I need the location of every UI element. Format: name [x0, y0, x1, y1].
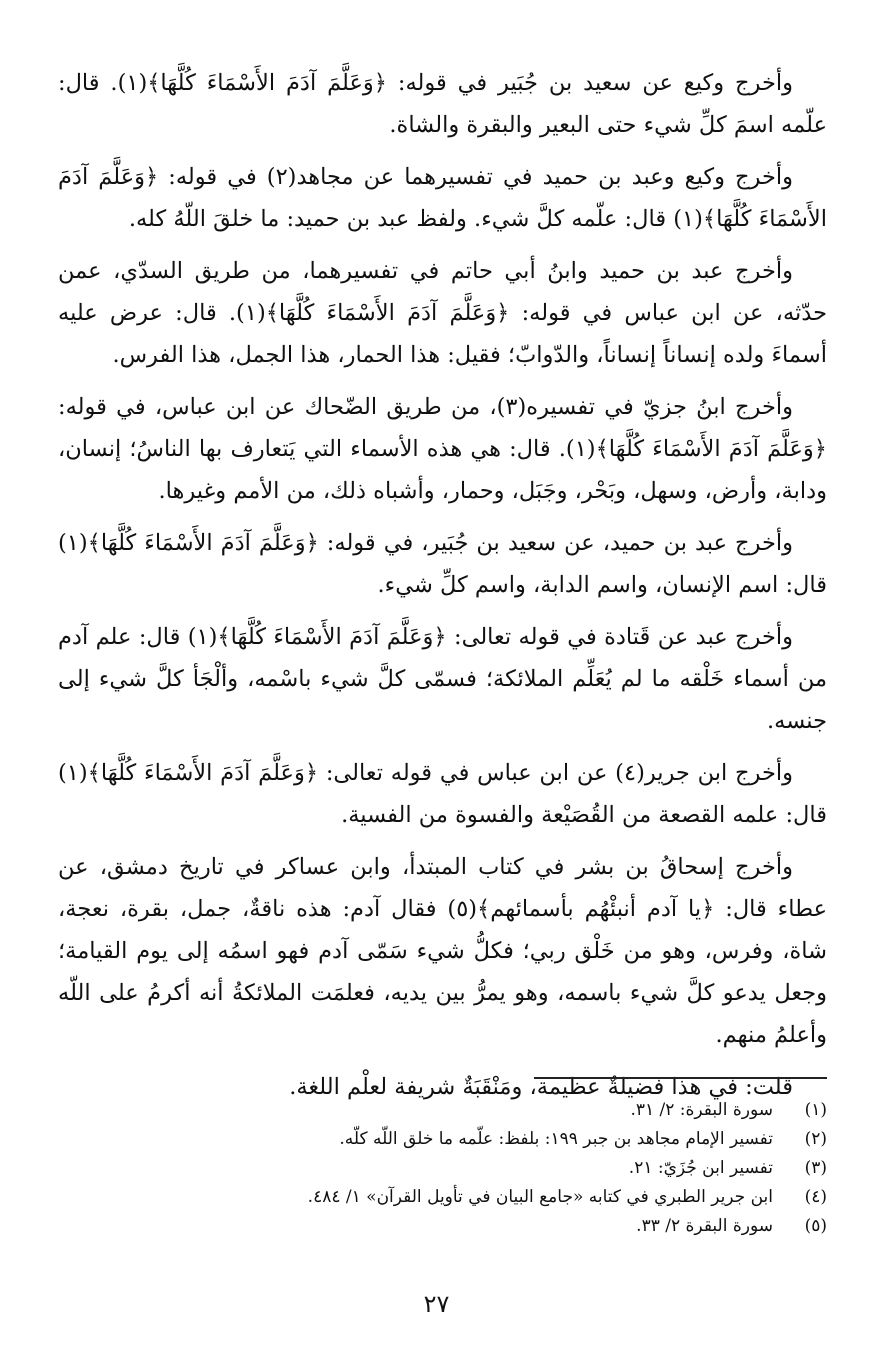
footnotes — [58, 1096, 827, 1241]
paragraph-4: وأخرج ابنُ جزيّ في تفسيره(٣)، من طريق الضّحاك عن ابن عباس، في قوله: ﴿وَعَلَّمَ آدَمَ الأَسْمَاءَ كُلَّهَا﴾(١). قال: هي هذه الأسماء التي يَتعارف بها الناسُ؛ إنسان، ودابة، وأرض، وسهل، وبَحْر، وجَبَل، وحمار، وأشباه ذلك، من الأمم وغيرها. — [58, 394, 827, 504]
page-number: ٢٧ — [423, 1290, 450, 1318]
footnote-5 — [58, 1212, 827, 1241]
paragraph-3: وأخرج عبد بن حميد وابنُ أبي حاتم في تفسيرهما، من طريق السدّي، عمن حدّثه، عن ابن عباس في قوله: ﴿وَعَلَّمَ آدَمَ الأَسْمَاءَ كُلَّهَا﴾(١). قال: عرض عليه أسماءَ ولده إنساناً إنساناً، والدّوابّ؛ فقيل: هذا الحمار، هذا الجمل، هذا الفرس. — [58, 258, 827, 368]
paragraph-8: وأخرج إسحاقُ بن بشر في كتاب المبتدأ، وابن عساكر في تاريخ دمشق، عن عطاء قال: ﴿يا آدم أنبئْهُم بأسمائهم﴾(٥) فقال آدم: هذه ناقةٌ، جمل، بقرة، نعجة، شاة، وفرس، وهو من خَلْق ربي؛ فكلُّ شيء سَمّى آدم فهو اسمُه إلى يوم القيامة؛ وجعل يدعو كلَّ شيء باسمه، وهو يمرُّ بين يديه، فعلمَت الملائكةُ أنه أكرمُ على اللّه وأعلمُ منهم. — [58, 854, 827, 1048]
footnote-text: ابن جرير الطبري في كتابه «جامع البيان في تأويل القرآن» ١/ ٤٨٤. — [307, 1187, 773, 1207]
main-text — [58, 62, 827, 1118]
footnote-number: (٢) — [804, 1129, 827, 1149]
paragraph-5: وأخرج عبد بن حميد، عن سعيد بن جُبَير، في قوله: ﴿وَعَلَّمَ آدَمَ الأَسْمَاءَ كُلَّهَا﴾(١) قال: اسم الإنسان، واسم الدابة، واسم كلِّ شيء. — [58, 530, 827, 598]
footnote-4 — [58, 1183, 827, 1212]
footnote-divider — [534, 1077, 827, 1079]
paragraph-7: وأخرج ابن جرير(٤) عن ابن عباس في قوله تعالى: ﴿وَعَلَّمَ آدَمَ الأَسْمَاءَ كُلَّهَا﴾(١) قال: علمه القصعة من القُصَيْعة والفسوة من الفسية. — [58, 760, 827, 828]
footnote-number: (٤) — [804, 1187, 827, 1207]
paragraph-2: وأخرج وكيع وعبد بن حميد في تفسيرهما عن مجاهد(٢) في قوله: ﴿وَعَلَّمَ آدَمَ الأَسْمَاءَ كُلَّهَا﴾(١) قال: علّمه كلَّ شيء. ولفظ عبد بن حميد: ما خلقَ اللّهُ كله. — [58, 164, 827, 232]
paragraph-1: وأخرج وكيع عن سعيد بن جُبَير في قوله: ﴿وَعَلَّمَ آدَمَ الأَسْمَاءَ كُلَّهَا﴾(١). قال: علّمه اسمَ كلِّ شيء حتى البعير والبقرة والشاة. — [58, 70, 827, 138]
paragraph-9: قلت: في هذا فضيلةٌ عظيمة، ومَنْقَبَةٌ شريفة لعلْم اللغة. — [289, 1074, 793, 1100]
footnote-text: تفسير الإمام مجاهد بن جبر ١٩٩: بلفظ: علّمه ما خلق اللّه كلّه. — [339, 1129, 773, 1149]
footnote-text: سورة البقرة ٢/ ٣٣. — [636, 1216, 773, 1236]
footnote-number: (٣) — [804, 1158, 827, 1178]
footnote-3 — [58, 1154, 827, 1183]
footnote-text: سورة البقرة: ٢/ ٣١. — [630, 1100, 773, 1120]
footnote-number: (١) — [804, 1100, 827, 1120]
footnote-text: تفسير ابن جُزَيّ: ٢١. — [628, 1158, 773, 1178]
footnote-1 — [58, 1096, 827, 1125]
paragraph-6: وأخرج عبد عن قَتادة في قوله تعالى: ﴿وَعَلَّمَ آدَمَ الأَسْمَاءَ كُلَّهَا﴾(١) قال: علم آدم من أسماء خَلْقه ما لم يُعَلِّم الملائكة؛ فسمّى كلَّ شيء باسْمه، وألْجَأ كلَّ شيء إلى جنسه. — [58, 624, 827, 734]
footnote-2 — [58, 1125, 827, 1154]
footnote-number: (٥) — [804, 1216, 827, 1236]
